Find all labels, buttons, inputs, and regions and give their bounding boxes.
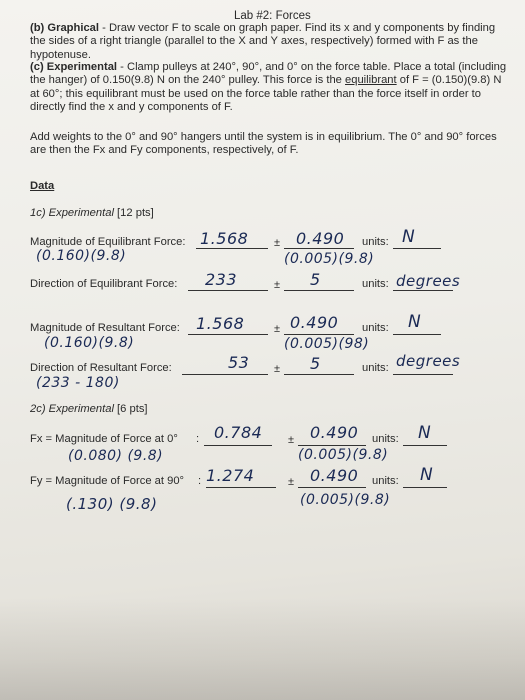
resultant-magnitude-work: (0.160)(9.8) <box>44 335 135 351</box>
fy-work: (.130) (9.8) <box>66 495 158 513</box>
blank-line <box>298 445 366 446</box>
equilibrant-magnitude-units: N <box>402 227 416 247</box>
equilibrant-direction-units: degrees <box>396 272 461 290</box>
section-1c-name: 1c) Experimental <box>30 207 114 219</box>
units-label: units: <box>372 475 399 487</box>
blank-line <box>298 487 366 488</box>
experimental-instructions <box>30 61 508 115</box>
graphical-instructions <box>30 22 508 62</box>
row-label-equilibrant-direction: Direction of Equilibrant Force: <box>30 278 178 290</box>
fy-uncertainty: 0.490 <box>310 466 359 485</box>
fx-work: (0.080) (9.8) <box>68 448 164 464</box>
equilibrant-magnitude-work: (0.160)(9.8) <box>36 248 127 264</box>
blank-line <box>393 374 453 375</box>
colon: : <box>198 475 202 487</box>
row-label-fy: Fy = Magnitude of Force at 90° <box>30 475 185 487</box>
plus-minus: ± <box>274 279 281 291</box>
blank-line <box>393 290 453 291</box>
blank-line <box>182 374 268 375</box>
graphical-text: - Draw vector F to scale on graph paper. Find its x and y components by finding the sides of a right triangle (parallel to the X and Y axes, respectively) formed with F as the hypotenuse. <box>30 22 496 61</box>
units-label: units: <box>362 362 389 374</box>
blank-line <box>196 248 268 249</box>
page-title: Lab #2: Forces <box>234 10 311 22</box>
row-label-resultant-direction: Direction of Resultant Force: <box>30 362 172 374</box>
experimental-text-1: - Clamp pulleys at 240°, 90°, and 0° on the force table. Place a total (including the hanger) of 0.150(9.8) N on the 240° pulley. This force is the <box>30 61 507 87</box>
fx-value: 0.784 <box>214 423 263 442</box>
fy-units: N <box>420 465 434 485</box>
resultant-magnitude-units: N <box>408 312 422 332</box>
section-2c-name: 2c) Experimental <box>30 403 114 415</box>
resultant-direction-units: degrees <box>396 352 461 370</box>
resultant-direction-value: 53 <box>228 353 250 372</box>
blank-line <box>284 290 354 291</box>
fx-units: N <box>418 423 432 443</box>
resultant-magnitude-uncertainty: 0.490 <box>290 313 339 332</box>
equilibrant-direction-uncertainty: 5 <box>310 270 321 289</box>
row-label-resultant-magnitude: Magnitude of Resultant Force: <box>30 322 180 334</box>
resultant-magnitude-value: 1.568 <box>196 314 245 333</box>
graphical-label: (b) Graphical <box>30 22 99 34</box>
colon: : <box>196 433 200 445</box>
fx-uncertainty: 0.490 <box>310 423 359 442</box>
section-1c-points: [12 pts] <box>113 207 154 219</box>
equilibrant-direction-value: 233 <box>205 270 238 289</box>
resultant-magnitude-uncertainty-work: (0.005)(98) <box>284 336 370 352</box>
section-2c-title <box>30 403 148 416</box>
plus-minus: ± <box>288 434 295 446</box>
blank-line <box>393 334 441 335</box>
experimental-text-2: of F = (0.150)(9.8) N at 60°; this equilibrant must be used on the force table rather than the force itself in order to directly find the x and y components of F. <box>30 74 502 114</box>
resultant-direction-uncertainty: 5 <box>310 354 321 373</box>
blank-line <box>284 248 354 249</box>
section-2c-points: [6 pts] <box>113 403 148 415</box>
blank-line <box>188 334 268 335</box>
plus-minus: ± <box>274 323 281 335</box>
resultant-direction-work: (233 - 180) <box>36 375 120 391</box>
equilibrant-magnitude-value: 1.568 <box>200 229 249 248</box>
plus-minus: ± <box>288 476 295 488</box>
equilibrant-magnitude-uncertainty: 0.490 <box>296 229 345 248</box>
weights-instructions: Add weights to the 0° and 90° hangers until the system is in equilibrium. The 0° and 90° forces are then the Fx and Fy components, respectively, of F. <box>30 131 497 157</box>
blank-line <box>403 445 447 446</box>
blank-line <box>206 487 276 488</box>
blank-line <box>403 487 447 488</box>
experimental-label: (c) Experimental <box>30 61 118 73</box>
units-label: units: <box>362 236 389 248</box>
plus-minus: ± <box>274 363 281 375</box>
fy-uncertainty-work: (0.005)(9.8) <box>300 492 391 508</box>
blank-line <box>284 374 354 375</box>
units-label: units: <box>372 433 399 445</box>
row-label-fx: Fx = Magnitude of Force at 0° <box>30 433 178 445</box>
blank-line <box>188 290 268 291</box>
equilibrant-word: equilibrant <box>345 74 397 87</box>
section-1c-title <box>30 207 154 220</box>
blank-line <box>393 248 441 249</box>
equilibrant-magnitude-uncertainty-work: (0.005)(9.8) <box>284 251 375 267</box>
plus-minus: ± <box>274 237 281 249</box>
fx-uncertainty-work: (0.005)(9.8) <box>298 447 389 463</box>
fy-value: 1.274 <box>206 466 255 485</box>
blank-line <box>284 334 354 335</box>
data-heading: Data <box>30 180 55 192</box>
units-label: units: <box>362 322 389 334</box>
page-shadow <box>0 598 525 700</box>
row-label-equilibrant-magnitude: Magnitude of Equilibrant Force: <box>30 236 186 248</box>
units-label: units: <box>362 278 389 290</box>
blank-line <box>204 445 272 446</box>
